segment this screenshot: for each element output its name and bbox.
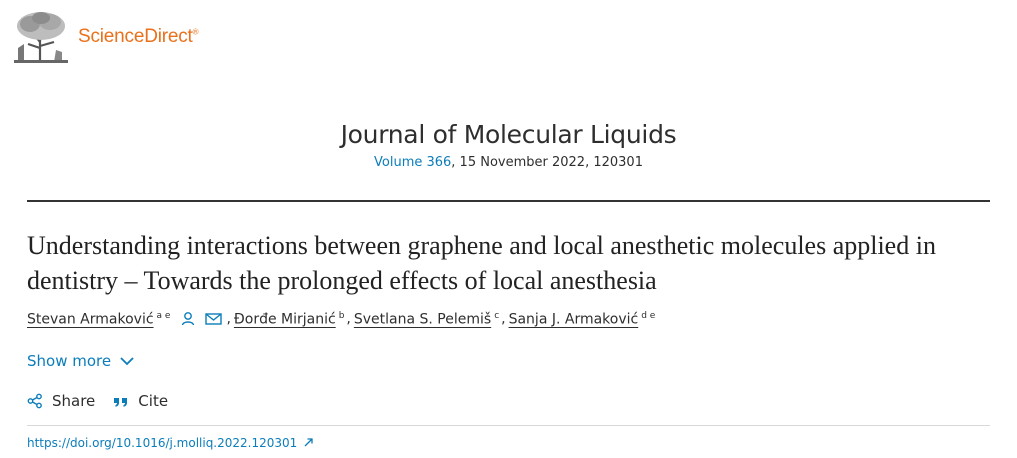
journal-title[interactable]: Journal of Molecular Liquids (340, 120, 677, 149)
quote-icon (113, 394, 129, 408)
author-3[interactable]: Svetlana S. Pelemiš $^c$ (353, 311, 500, 328)
chevron-down-icon (119, 355, 135, 367)
doi-url: https://doi.org/10.1016/j.molliq.2022.120301 (27, 436, 298, 450)
journal-header (0, 120, 1017, 170)
show-more-button[interactable] (27, 352, 135, 370)
cite-button[interactable] (113, 392, 168, 410)
show-more-label: Show more (27, 352, 112, 370)
doi-link[interactable] (27, 436, 313, 450)
journal-issue-info (0, 155, 1017, 170)
header-divider (27, 200, 990, 202)
share-label: Share (52, 392, 96, 410)
elsevier-tree-icon (10, 8, 72, 64)
article-actions (27, 392, 186, 410)
author-4[interactable]: Sanja J. Armaković $^{d e}$ (508, 311, 656, 328)
share-icon (27, 393, 43, 409)
volume-link[interactable]: Volume 366 (374, 155, 452, 170)
external-link-icon (304, 438, 313, 447)
author-2[interactable]: Đorđe Mirjanić $^b$ (233, 311, 345, 328)
issue-details: , 15 November 2022, 120301 (451, 155, 643, 170)
email-icon[interactable] (205, 312, 222, 326)
sciencedirect-logo[interactable] (10, 8, 198, 64)
doi-row (27, 425, 990, 450)
person-icon[interactable] (180, 311, 196, 327)
author-1[interactable]: Stevan Armaković $^{a e}$ (27, 311, 171, 328)
author-separator: , (501, 311, 506, 328)
article-title: Understanding interactions between graphene and local anesthetic molecules applied in dentistry – Towards the prolonged effects of local anesthesia (27, 231, 936, 295)
share-button[interactable] (27, 392, 95, 410)
author-separator: , (226, 311, 231, 328)
author-list (27, 311, 655, 328)
brand-name: ScienceDirect® (78, 26, 199, 47)
author-separator: , (346, 311, 351, 328)
cite-label: Cite (138, 392, 169, 410)
